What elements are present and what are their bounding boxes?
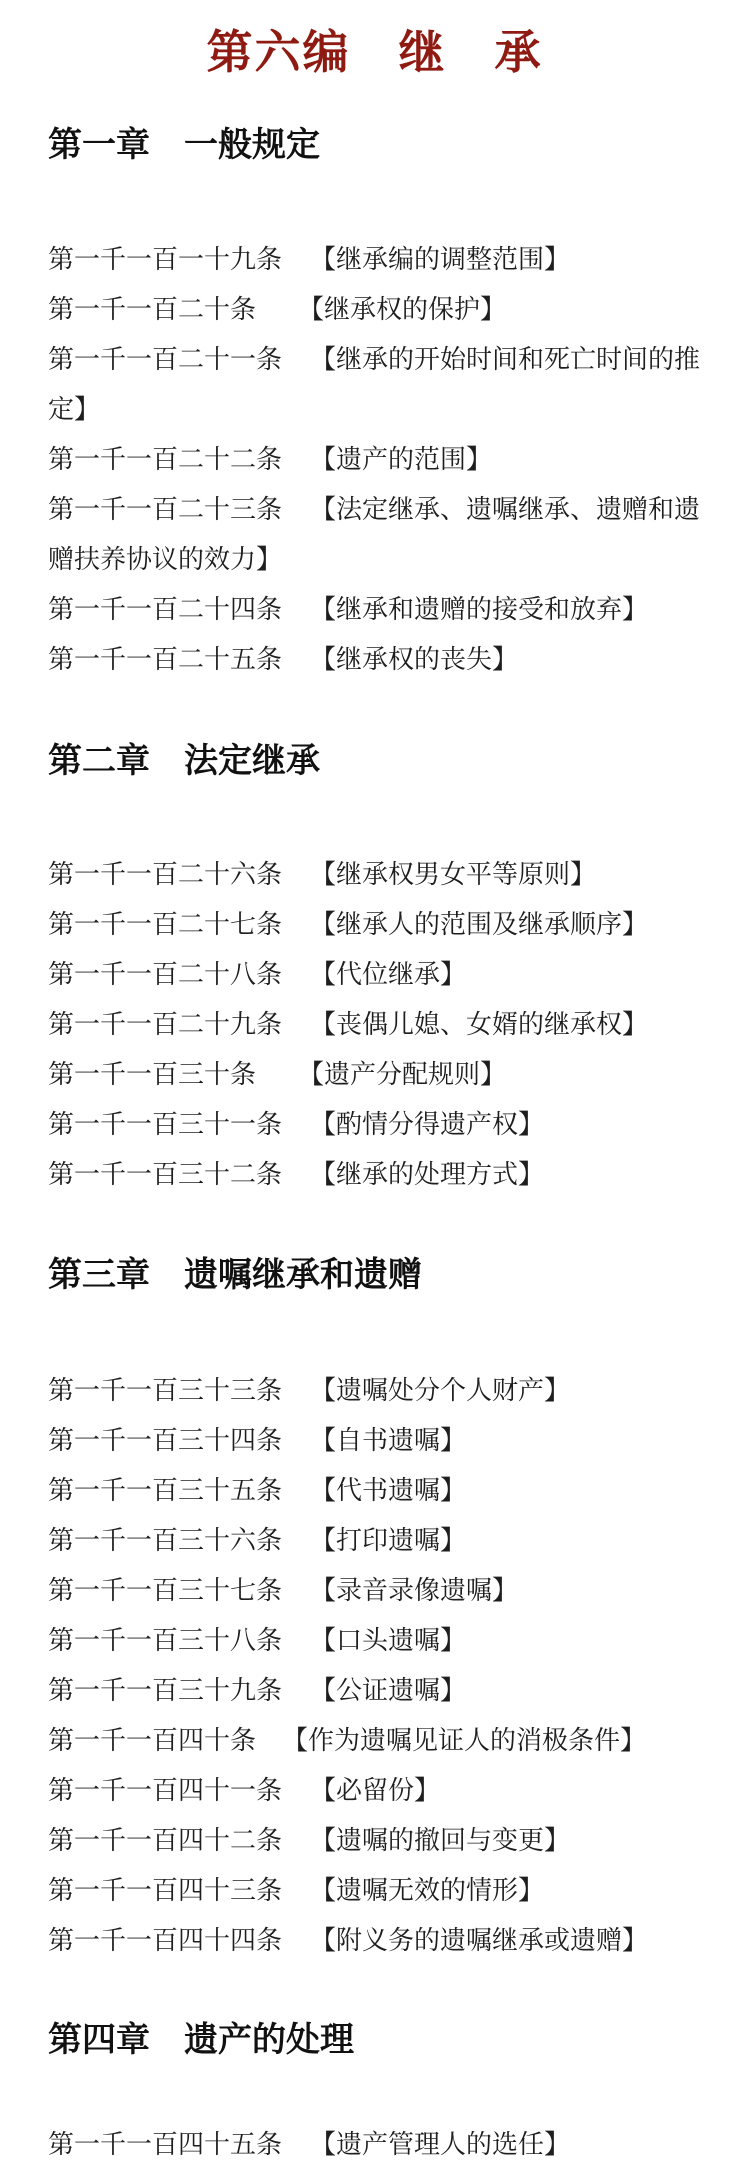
article-title: 【继承权的丧失】 — [310, 645, 519, 675]
article-title: 【录音录像遗嘱】 — [310, 1576, 519, 1606]
article-number: 第一千一百四十三条 — [48, 1876, 283, 1906]
article-title: 【口头遗嘱】 — [310, 1626, 467, 1656]
part-title: 第六编 继 承 — [206, 25, 543, 79]
article-1135 — [48, 1466, 710, 1516]
chapter-2-article-list — [48, 850, 710, 1200]
article-number: 第一千一百四十二条 — [48, 1826, 283, 1856]
article-1143 — [48, 1866, 710, 1916]
article-title: 【继承的开始时间和死亡时间的推定】 — [48, 345, 701, 425]
article-1123 — [48, 485, 710, 585]
article-title: 【法定继承、遗嘱继承、遗赠和遗赠扶养协议的效力】 — [48, 495, 701, 575]
article-title: 【作为遗嘱见证人的消极条件】 — [282, 1726, 647, 1756]
article-number: 第一千一百四十条 — [48, 1726, 257, 1756]
article-number: 第一千一百三十二条 — [48, 1160, 283, 1190]
article-1127 — [48, 900, 710, 950]
article-number: 第一千一百二十二条 — [48, 445, 283, 475]
article-1134 — [48, 1416, 710, 1466]
article-number: 第一千一百二十九条 — [48, 1010, 283, 1040]
article-number: 第一千一百二十六条 — [48, 860, 283, 890]
chapter-4-title: 第四章 遗产的处理 — [48, 2020, 354, 2060]
article-number: 第一千一百三十三条 — [48, 1376, 283, 1406]
article-number: 第一千一百三十八条 — [48, 1626, 283, 1656]
article-1144 — [48, 1916, 710, 1966]
article-title: 【遗嘱处分个人财产】 — [310, 1376, 571, 1406]
article-number: 第一千一百二十七条 — [48, 910, 283, 940]
article-number: 第一千一百三十四条 — [48, 1426, 283, 1456]
article-number: 第一千一百二十条 — [48, 295, 257, 325]
article-title: 【继承权男女平等原则】 — [310, 860, 597, 890]
article-1132 — [48, 1150, 710, 1200]
article-1133 — [48, 1366, 710, 1416]
article-number: 第一千一百三十五条 — [48, 1476, 283, 1506]
article-1125 — [48, 635, 710, 685]
article-title: 【自书遗嘱】 — [310, 1426, 467, 1456]
article-number: 第一千一百四十四条 — [48, 1926, 283, 1956]
article-number: 第一千一百四十五条 — [48, 2130, 283, 2160]
article-1142 — [48, 1816, 710, 1866]
article-number: 第一千一百三十六条 — [48, 1526, 283, 1556]
article-1130 — [48, 1050, 710, 1100]
article-1129 — [48, 1000, 710, 1050]
article-number: 第一千一百三十七条 — [48, 1576, 283, 1606]
article-number: 第一千一百二十一条 — [48, 345, 283, 375]
article-1131 — [48, 1100, 710, 1150]
article-1124 — [48, 585, 710, 635]
chapter-4-article-list — [48, 2120, 710, 2170]
article-number: 第一千一百三十一条 — [48, 1110, 283, 1140]
article-1122 — [48, 435, 710, 485]
article-1128 — [48, 950, 710, 1000]
article-number: 第一千一百一十九条 — [48, 245, 283, 275]
article-title: 【代位继承】 — [310, 960, 467, 990]
article-1120 — [48, 285, 710, 335]
article-title: 【遗产分配规则】 — [298, 1060, 507, 1090]
article-title: 【继承和遗赠的接受和放弃】 — [310, 595, 649, 625]
article-1140 — [48, 1716, 710, 1766]
article-1145 — [48, 2120, 710, 2170]
article-number: 第一千一百三十条 — [48, 1060, 257, 1090]
article-title: 【继承的处理方式】 — [310, 1160, 545, 1190]
article-title: 【继承人的范围及继承顺序】 — [310, 910, 649, 940]
article-number: 第一千一百四十一条 — [48, 1776, 283, 1806]
article-title: 【公证遗嘱】 — [310, 1676, 467, 1706]
article-number: 第一千一百二十四条 — [48, 595, 283, 625]
article-title: 【继承编的调整范围】 — [310, 245, 571, 275]
article-1137 — [48, 1566, 710, 1616]
article-number: 第一千一百三十九条 — [48, 1676, 283, 1706]
chapter-1-article-list — [48, 235, 710, 685]
chapter-2-title: 第二章 法定继承 — [48, 741, 320, 781]
article-1126 — [48, 850, 710, 900]
article-title: 【必留份】 — [310, 1776, 441, 1806]
article-number: 第一千一百二十五条 — [48, 645, 283, 675]
article-title: 【遗产的范围】 — [310, 445, 493, 475]
article-title: 【代书遗嘱】 — [310, 1476, 467, 1506]
article-number: 第一千一百二十三条 — [48, 495, 283, 525]
article-title: 【遗嘱的撤回与变更】 — [310, 1826, 571, 1856]
chapter-3-title: 第三章 遗嘱继承和遗赠 — [48, 1255, 422, 1295]
article-title: 【继承权的保护】 — [298, 295, 507, 325]
article-1139 — [48, 1666, 710, 1716]
article-1119 — [48, 235, 710, 285]
article-title: 【遗产管理人的选任】 — [310, 2130, 571, 2160]
article-title: 【附义务的遗嘱继承或遗赠】 — [310, 1926, 649, 1956]
chapter-3-article-list — [48, 1366, 710, 1966]
article-title: 【丧偶儿媳、女婿的继承权】 — [310, 1010, 649, 1040]
article-number: 第一千一百二十八条 — [48, 960, 283, 990]
article-1136 — [48, 1516, 710, 1566]
article-1138 — [48, 1616, 710, 1666]
article-1141 — [48, 1766, 710, 1816]
chapter-1-title: 第一章 一般规定 — [48, 125, 320, 165]
article-1121 — [48, 335, 710, 435]
article-title: 【遗嘱无效的情形】 — [310, 1876, 545, 1906]
article-title: 【打印遗嘱】 — [310, 1526, 467, 1556]
article-title: 【酌情分得遗产权】 — [310, 1110, 545, 1140]
